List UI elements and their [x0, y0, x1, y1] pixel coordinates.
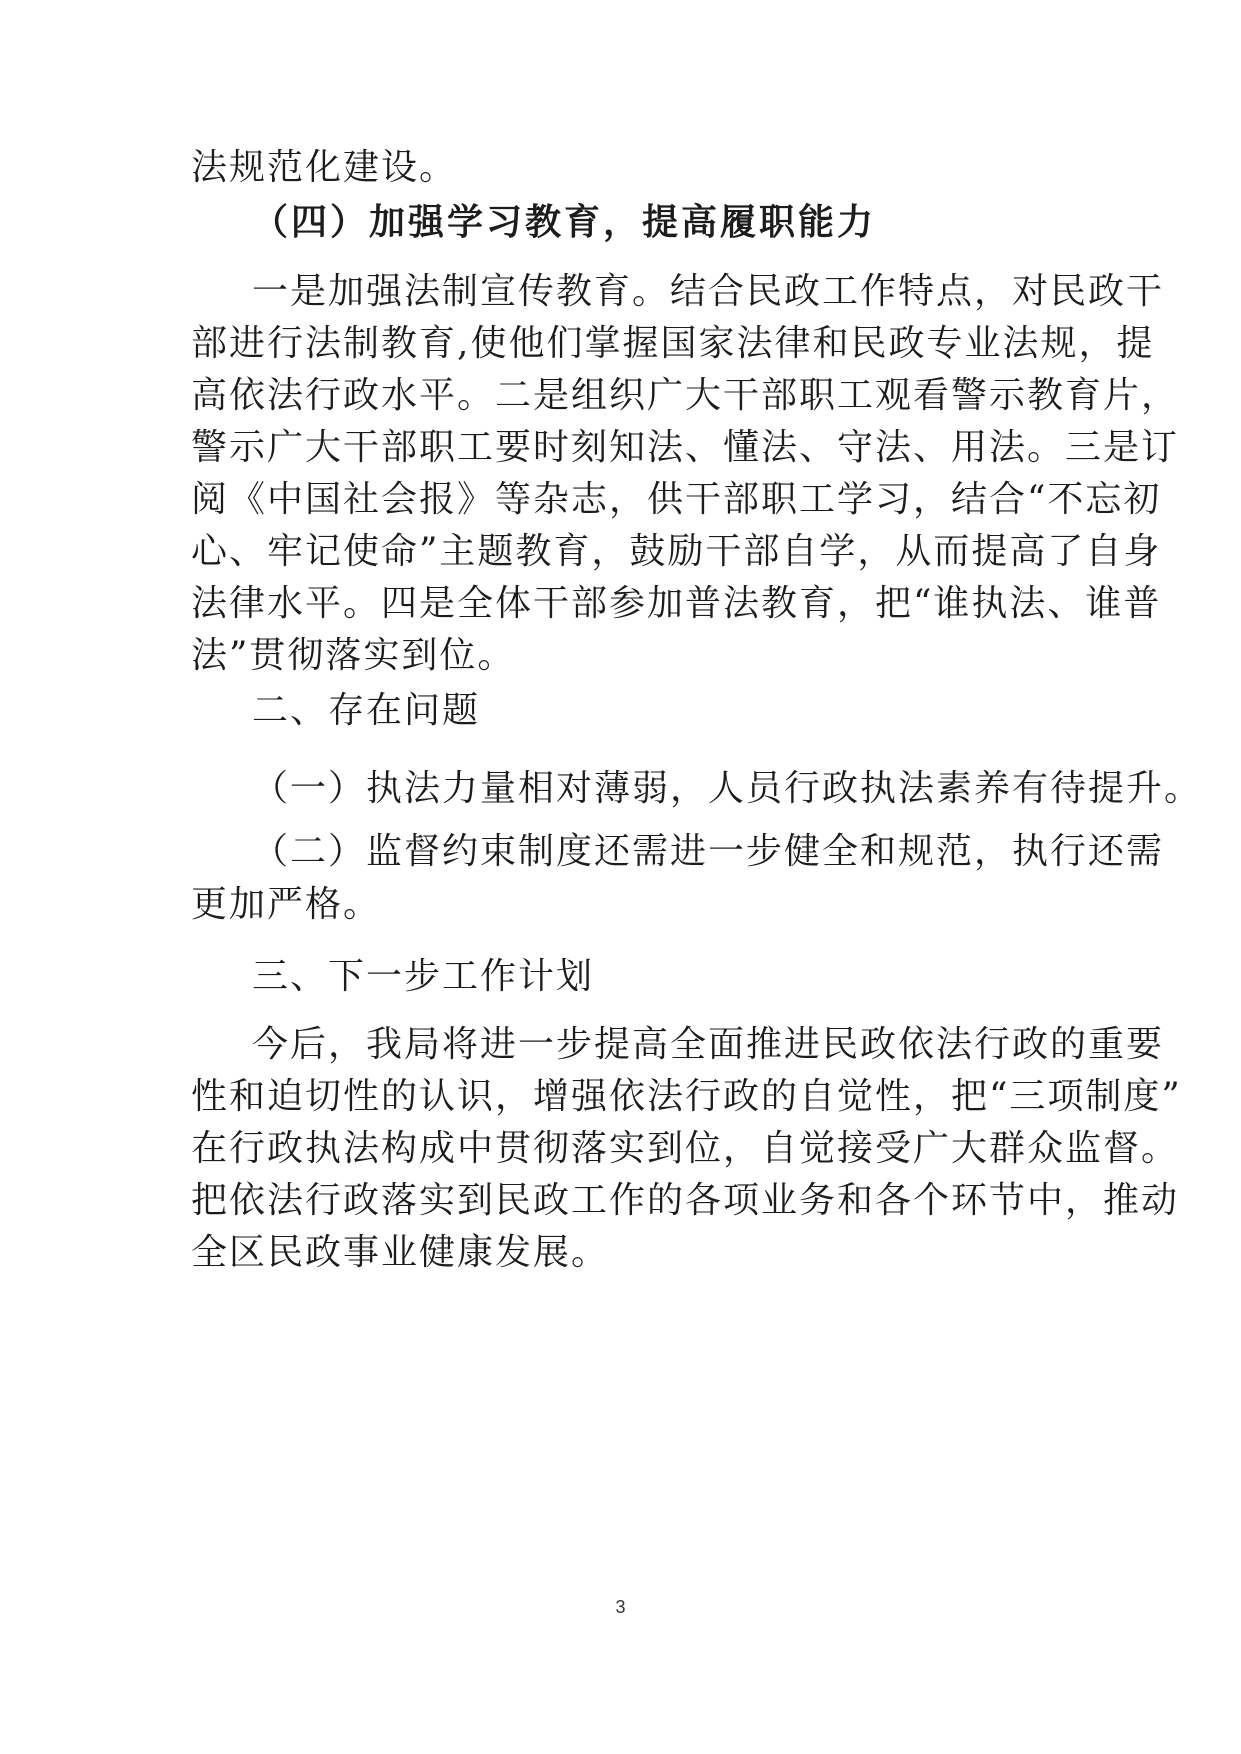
page-number: 3 [615, 1597, 626, 1617]
plan-line: 性和迫切性的认识，增强依法行政的自觉性，把“三项制度” [191, 1076, 1182, 1117]
paragraph-line: 心、牢记使命”主题教育，鼓励干部自学，从而提高了自身 [191, 531, 1162, 572]
issue-1: （一）执法力量相对薄弱，人员行政执法素养有待提升。 [252, 768, 1203, 809]
plan-line: 在行政执法构成中贯彻落实到位，自觉接受广大群众监督。 [191, 1128, 1180, 1169]
paragraph-line: 部进行法制教育,使他们掌握国家法律和民政专业法规，提 [191, 323, 1155, 364]
paragraph-line: 高依法行政水平。二是组织广大干部职工观看警示教育片， [191, 375, 1180, 416]
section-4-heading: （四）加强学习教育，提高履职能力 [252, 202, 877, 243]
paragraph-line: 阅《中国社会报》等杂志，供干部职工学习，结合“不忘初 [191, 479, 1162, 520]
issue-2-line: （二）监督约束制度还需进一步健全和规范，执行还需 [252, 831, 1165, 872]
plan-line: 把依法行政落实到民政工作的各项业务和各个环节中，推动 [191, 1180, 1180, 1221]
issue-2-line: 更加严格。 [191, 884, 382, 925]
part-2-heading: 二、存在问题 [252, 690, 481, 731]
paragraph-line: 法律水平。四是全体干部参加普法教育，把“谁执法、谁普 [191, 583, 1162, 624]
carryover-line: 法规范化建设。 [191, 147, 458, 188]
plan-line: 今后，我局将进一步提高全面推进民政依法行政的重要 [252, 1024, 1165, 1065]
paragraph-line: 一是加强法制宣传教育。结合民政工作特点，对民政干 [252, 271, 1165, 312]
paragraph-line: 警示广大干部职工要时刻知法、懂法、守法、用法。三是订 [191, 427, 1180, 468]
paragraph-line: 法”贯彻落实到位。 [191, 635, 516, 676]
plan-line: 全区民政事业健康发展。 [191, 1232, 610, 1273]
part-3-heading: 三、下一步工作计划 [252, 956, 595, 997]
